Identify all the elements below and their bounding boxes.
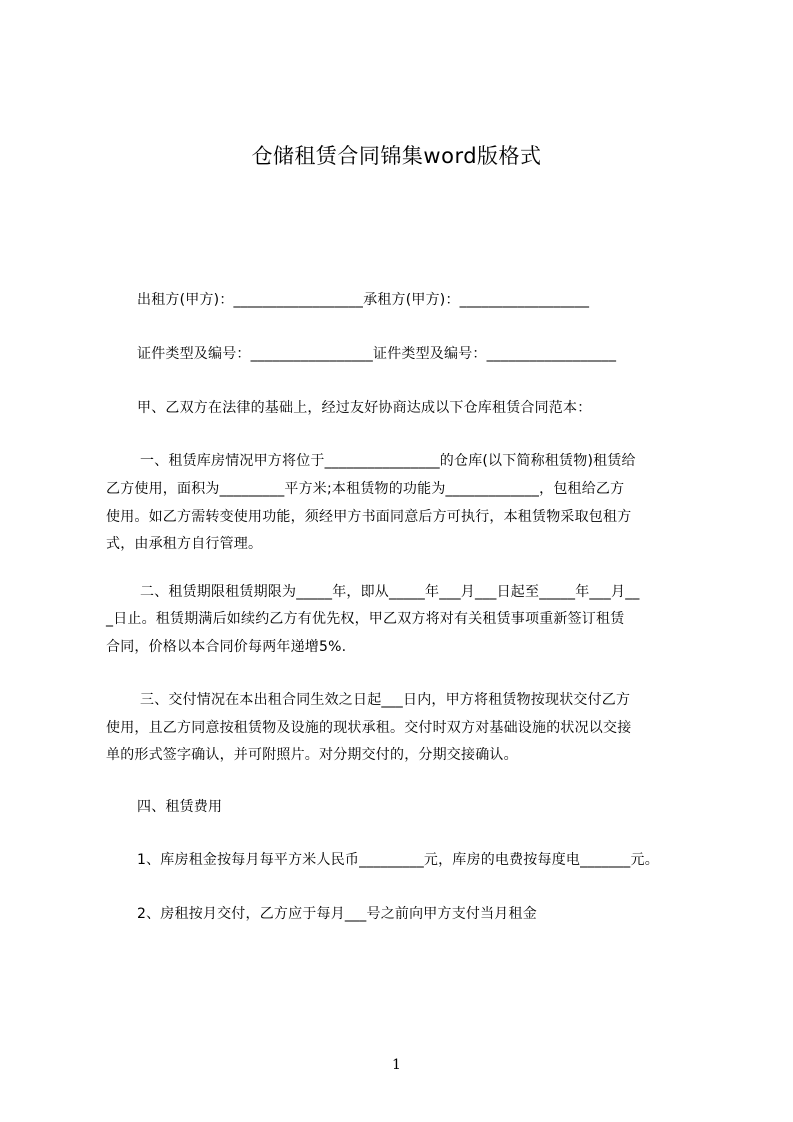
section-3-line-2: 使用，且乙方同意按租赁物及设施的现状承租。交付时双方对基础设施的状况以交接 <box>106 720 632 736</box>
section-1-line-3: 使用。如乙方需转变使用功能，须经甲方书面同意后方可执行，本租赁物采取包租方 <box>106 509 632 525</box>
section-3-line-1: 三、交付情况在本出租合同生效之日起___日内，甲方将租赁物按现状交付乙方 <box>140 692 631 708</box>
section-2-line-1: 二、租赁期限租赁期限为_____年，即从_____年___月___日起至_____年___月__ <box>140 584 640 600</box>
document-title: 仓储租赁合同锦集word版格式 <box>251 144 542 168</box>
section-2-line-2: _日止。租赁期满后如续约乙方有优先权，甲乙双方将对有关租赁事项重新签订租赁 <box>106 611 625 627</box>
page-number: 1 <box>392 1057 401 1073</box>
lessor-lessee-line: 出租方(甲方)：__________________承租方(甲方)：__________________ <box>137 292 590 308</box>
section-3-line-3: 单的形式签字确认，并可附照片。对分期交付的，分期交接确认。 <box>106 747 518 763</box>
section-4-item-2: 2、房租按月交付，乙方应于每月___号之前向甲方支付当月租金 <box>137 906 537 922</box>
section-1-line-4: 式，由承租方自行管理。 <box>106 536 263 552</box>
section-1-line-1: 一、租赁库房情况甲方将位于________________的仓库(以下简称租赁物)租赁给 <box>140 453 636 469</box>
section-4-item-1: 1、库房租金按每月每平方米人民币_________元，库房的电费按每度电_______元。 <box>137 852 659 868</box>
section-2-line-3: 合同，价格以本合同价每两年递增5%. <box>106 639 347 655</box>
section-1-line-2: 乙方使用，面积为_________平方米;本租赁物的功能为_____________，包租给乙方 <box>106 481 625 497</box>
id-type-line: 证件类型及编号：_________________证件类型及编号：__________________ <box>137 346 617 362</box>
section-4-heading: 四、租赁费用 <box>137 799 223 815</box>
preamble-line: 甲、乙双方在法律的基础上，经过友好协商达成以下仓库租赁合同范本： <box>137 400 592 416</box>
